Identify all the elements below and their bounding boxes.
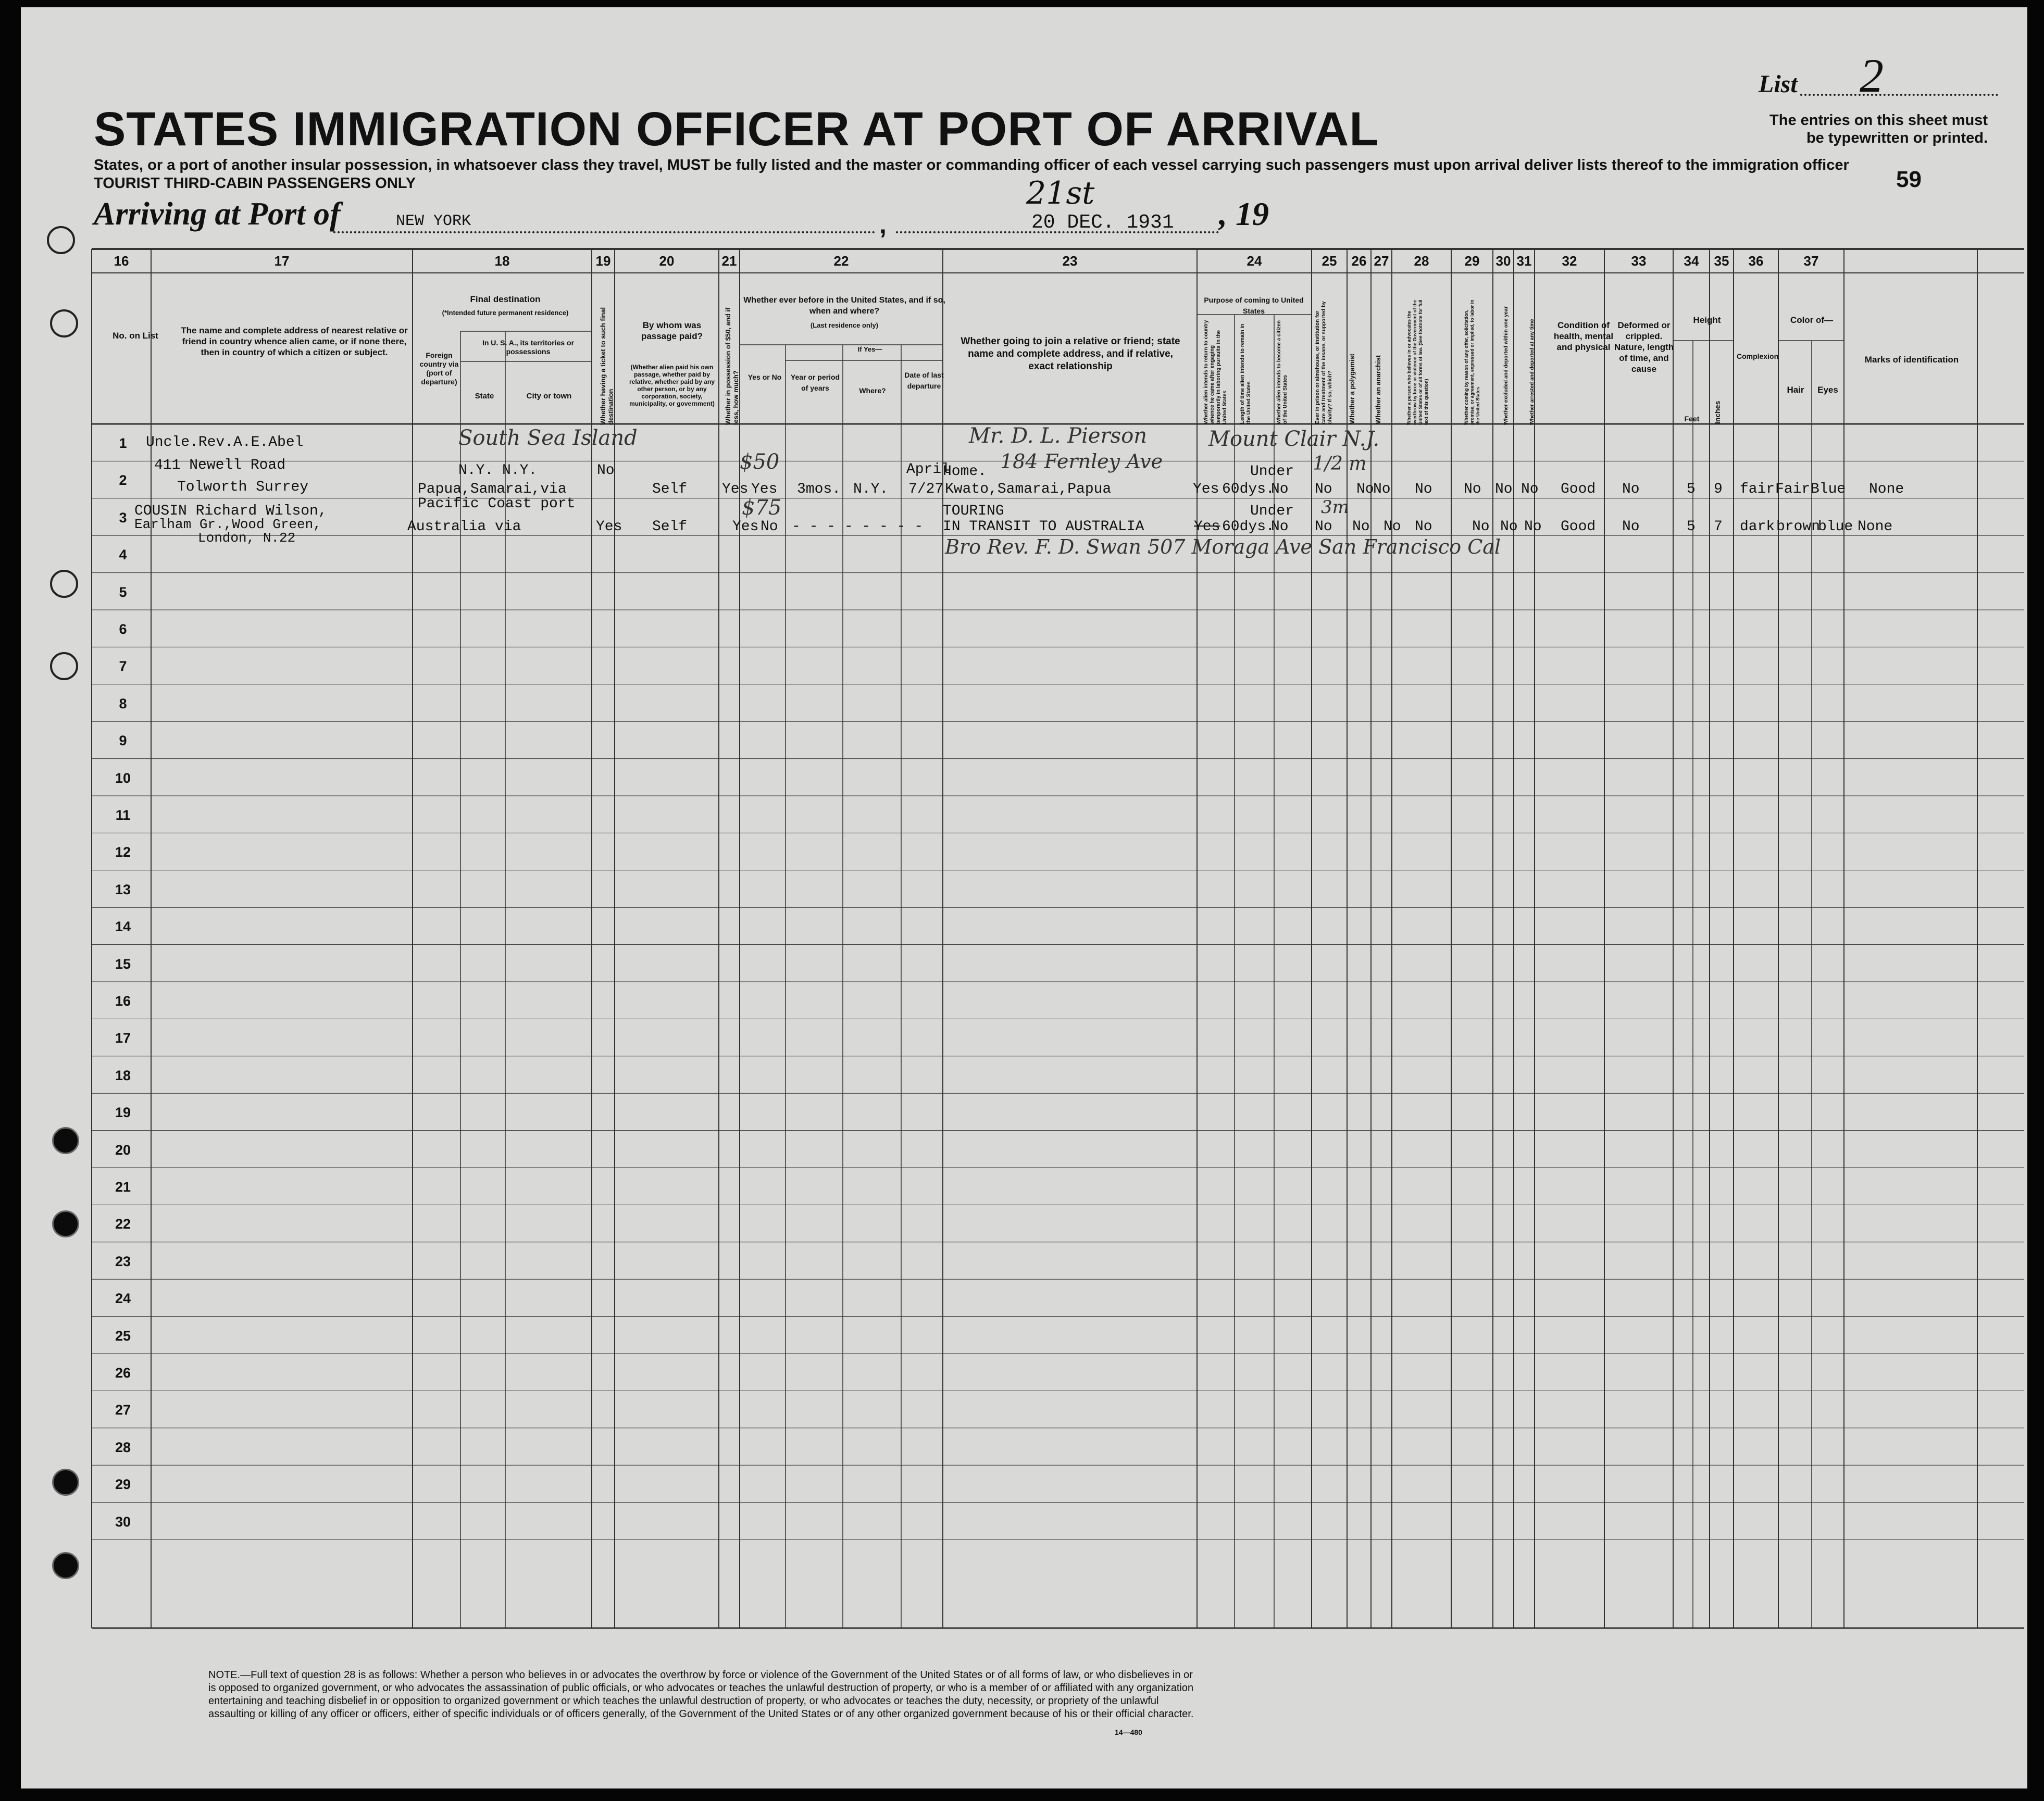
- entry1-join-home: Home.: [943, 464, 987, 480]
- header-if-yes: If Yes—: [857, 345, 882, 353]
- header-final-destination-sub: (*Intended future permanent residence): [442, 309, 569, 317]
- column-number: 17: [274, 253, 290, 269]
- binder-hole: [52, 1469, 79, 1496]
- column-number: 36: [1748, 253, 1764, 269]
- entry2-money: Yes: [732, 519, 759, 535]
- entry1-before: Yes: [751, 481, 778, 497]
- column-number: 22: [833, 253, 849, 269]
- entry1-purpose-handwritten: Mount Clair N.J.: [1208, 427, 1380, 451]
- entry1-state-city: N.Y. N.Y.: [458, 462, 538, 479]
- entry2-complexion: dark: [1740, 519, 1775, 535]
- header-inches: Inches: [1713, 401, 1722, 424]
- row-number: 1: [119, 435, 127, 451]
- subtitle-line-1: States, or a port of another insular possession, in whatsoever class they travel, MUST be fully listed and the master or commanding officer of each vessel carrying such passengers must upon arrival deliver lists thereof to the immigration officer: [94, 157, 1849, 173]
- column-number: 37: [1803, 253, 1819, 269]
- row-number: 13: [115, 881, 131, 897]
- header-fifty-dollars: Whether in possession of $50, and if less, how much?: [724, 307, 740, 425]
- row-number: 23: [115, 1253, 131, 1269]
- entry1-health: Good: [1561, 481, 1596, 497]
- entry1-under-handwritten: 1/2 m: [1313, 453, 1367, 474]
- entry2-foreign-via: Australia via: [407, 519, 521, 535]
- entry1-departure-month: April: [906, 461, 951, 478]
- header-intends-citizen: Whether alien intends to become a citizen of the United States: [1276, 320, 1288, 424]
- header-q28: Whether a person who believes in or advocates the overthrow by force or violence of the Government of the United States or of all forms of law. (See footnote for full text of this question): [1406, 299, 1429, 425]
- entry1-passage: Self: [652, 481, 688, 497]
- header-q30: Whether excluded and deported within one year: [1503, 306, 1509, 425]
- column-number: 34: [1684, 253, 1699, 269]
- entries-note-line-1: The entries on this sheet must: [1769, 112, 1988, 129]
- header-color-of: Color of—: [1790, 315, 1834, 325]
- binder-hole: [50, 570, 78, 598]
- entry2-inches: 7: [1714, 519, 1723, 535]
- row-number: 15: [115, 956, 131, 972]
- binder-hole: [50, 652, 78, 680]
- entry1-money: Yes: [722, 481, 749, 497]
- entry1-q31: No: [1521, 481, 1539, 497]
- header-final-destination: Final destination: [470, 294, 541, 304]
- entry2-hair: brown: [1776, 519, 1821, 535]
- entry1-ticket-top: No: [597, 462, 615, 479]
- header-eyes: Eyes: [1817, 385, 1838, 395]
- entry2-q30: No: [1500, 519, 1518, 535]
- header-relative-address: The name and complete address of nearest relative or friend in country whence alien came, or if none there, then in country of which a citizen or subject.: [181, 326, 408, 357]
- column-number: 19: [595, 253, 611, 269]
- entry1-relative-line3: Tolworth Surrey: [177, 479, 309, 495]
- binder-hole: [47, 226, 75, 254]
- entry1-relative-line1: Uncle.Rev.A.E.Abel: [146, 434, 304, 451]
- header-join-relative: Whether going to join a relative or friend; state name and complete address, and if relative, exact relationship: [961, 336, 1180, 372]
- header-city: City or town: [526, 392, 572, 401]
- row-number: 22: [115, 1216, 131, 1232]
- port-value: NEW YORK: [396, 212, 471, 230]
- row-number: 10: [115, 770, 131, 786]
- entry1-deformed: No: [1622, 481, 1640, 497]
- entry2-citizen: No: [1271, 519, 1289, 535]
- entry1-marks: None: [1869, 481, 1904, 497]
- entry1-eyes: Blue: [1811, 481, 1846, 497]
- row-number: 18: [115, 1067, 131, 1083]
- row-number: 19: [115, 1105, 131, 1121]
- row-number: 30: [115, 1514, 131, 1530]
- entry2-eyes: blue: [1818, 519, 1853, 535]
- row-number: 7: [119, 658, 127, 674]
- entry1-return: Yes: [1193, 481, 1219, 497]
- port-comma: ,: [879, 210, 887, 239]
- row-number: 28: [115, 1439, 131, 1455]
- column-number: 16: [114, 253, 129, 269]
- year-label: , 19: [1219, 195, 1269, 232]
- list-label: List: [1759, 70, 1798, 98]
- entry1-destination-handwritten: South Sea Island: [458, 426, 638, 450]
- column-number: 23: [1062, 253, 1078, 269]
- entry2-polygamist: No: [1352, 519, 1370, 535]
- entry2-q29: No: [1472, 519, 1490, 535]
- entry2-length: 60dys.: [1222, 519, 1275, 535]
- column-number: 27: [1374, 253, 1389, 269]
- table-grid: [21, 7, 2027, 1789]
- entry1-citizen: No: [1271, 481, 1289, 497]
- row-number: 4: [119, 547, 127, 563]
- header-ticket: Whether having a ticket to such final destination: [599, 307, 615, 425]
- column-number: 26: [1351, 253, 1367, 269]
- row-number: 20: [115, 1142, 131, 1158]
- column-number: 32: [1562, 253, 1577, 269]
- entry2-return: Yes: [1194, 519, 1220, 535]
- entry2-relative-line2: Earlham Gr.,Wood Green,: [134, 517, 321, 532]
- column-number: 29: [1464, 253, 1480, 269]
- row-number: 17: [115, 1030, 131, 1046]
- entry1-foreign-via-2: Pacific Coast port: [418, 496, 576, 512]
- header-years: Year or period of years: [790, 373, 840, 392]
- row-number: 5: [119, 584, 127, 600]
- column-number: 25: [1322, 253, 1337, 269]
- entry1-money-handwritten: $50: [740, 450, 780, 474]
- row-number: 11: [115, 807, 131, 823]
- entry2-ticket: Yes: [596, 519, 622, 535]
- header-where: Where?: [859, 386, 886, 395]
- date-value: 20 DEC. 1931: [1031, 211, 1174, 234]
- row-number: 6: [119, 621, 127, 637]
- header-q31: Whether arrested and deported at any time: [1529, 319, 1535, 425]
- header-anarchist: Whether an anarchist: [1374, 355, 1382, 424]
- row-number: 26: [115, 1365, 131, 1381]
- header-purpose: Purpose of coming to United States: [1204, 296, 1304, 315]
- entry1-where: N.Y.: [853, 481, 889, 497]
- header-no-on-list: No. on List: [113, 331, 158, 341]
- row-number: 8: [119, 695, 127, 711]
- entry1-length: 60dys.: [1222, 481, 1275, 497]
- entry1-join-handwritten-2: 184 Fernley Ave: [1000, 450, 1163, 473]
- binder-hole: [52, 1552, 79, 1579]
- entry2-relative-line1: COUSIN Richard Wilson,: [134, 503, 327, 519]
- row-number: 27: [115, 1402, 131, 1418]
- subtitle-line-2: TOURIST THIRD-CABIN PASSENGERS ONLY: [94, 175, 416, 192]
- row-number: 21: [115, 1179, 131, 1195]
- header-polygamist: Whether a polygamist: [1348, 353, 1356, 424]
- column-number: 35: [1714, 253, 1729, 269]
- entry2-under: Under: [1250, 503, 1294, 519]
- entry2-q31: No: [1524, 519, 1542, 535]
- row-number: 16: [115, 993, 131, 1009]
- binder-hole: [50, 309, 78, 337]
- entry1-q28: No: [1415, 481, 1432, 497]
- binder-hole: [52, 1127, 79, 1154]
- entry1-q30: No: [1495, 481, 1513, 497]
- header-prison: Ever in prison or almshouse, or institution for care and treatment of the insane, or supported by charity? If so, which?: [1315, 301, 1333, 424]
- entry2-health: Good: [1561, 519, 1596, 535]
- header-deformed: Deformed or crippled. Nature, length of time, and cause: [1614, 320, 1674, 374]
- entry1-relative-line2: 411 Newell Road: [154, 457, 286, 473]
- column-number: 21: [721, 253, 737, 269]
- entry1-join-line: Kwato,Samarai,Papua: [945, 481, 1112, 497]
- header-state: State: [475, 392, 494, 401]
- row-number: 24: [115, 1291, 131, 1307]
- header-intends-return: Whether alien intends to return to country whence he came after engaging temporarily in laboring pursuits in the United States: [1203, 320, 1228, 424]
- entry2-join-line1: TOURING: [943, 503, 1004, 519]
- header-health: Condition of health, mental and physical: [1553, 320, 1614, 352]
- row-number: 14: [115, 919, 131, 935]
- column-number: 31: [1516, 253, 1532, 269]
- entry2-dashes: - - - - - - - -: [792, 519, 924, 535]
- entry2-join-line2: IN TRANSIT TO AUSTRALIA: [943, 519, 1144, 535]
- entry2-before: No: [761, 519, 778, 535]
- entry2-money-handwritten: $75: [742, 496, 782, 520]
- entry2-anarchist: No: [1384, 519, 1401, 535]
- entry1-foreign-via: Papua,Samarai,via: [418, 481, 567, 497]
- column-number: 28: [1414, 253, 1429, 269]
- date-handwritten: 21st: [1026, 175, 1095, 211]
- entry2-under-handwritten: 3m: [1321, 497, 1349, 518]
- page-title: STATES IMMIGRATION OFFICER AT PORT OF ARRIVAL: [94, 103, 1379, 156]
- row-number: 12: [115, 844, 131, 860]
- header-foreign-country: Foreign country via (port of departure): [419, 351, 459, 386]
- manifest-sheet: [21, 7, 2027, 1789]
- entry1-polygamist: No: [1356, 481, 1374, 497]
- column-number: 30: [1495, 253, 1511, 269]
- row-number: 3: [119, 509, 127, 526]
- row-number: 25: [115, 1328, 131, 1344]
- binder-hole: [52, 1210, 79, 1237]
- header-marks: Marks of identification: [1864, 355, 1959, 365]
- entry1-hair: Fair: [1775, 481, 1811, 497]
- header-passage-paid-sub: (Whether alien paid his own passage, whether paid by relative, whether paid by any other person, or by any corporation, society, municipality, or government): [629, 364, 715, 407]
- header-height: Height: [1693, 315, 1721, 325]
- column-number: 20: [659, 253, 675, 269]
- entry1-complexion: fair: [1740, 481, 1775, 497]
- entry2-q28: No: [1415, 519, 1432, 535]
- entry1-under: Under: [1250, 464, 1294, 480]
- entry2-feet: 5: [1687, 519, 1696, 535]
- header-in-usa: In U. S. A., its territories or possessions: [482, 339, 575, 356]
- column-number: 24: [1247, 253, 1262, 269]
- header-length-stay: Length of time alien intends to remain in the United States: [1240, 323, 1252, 424]
- list-number: 2: [1860, 49, 1884, 102]
- row-number: 9: [119, 733, 127, 749]
- entry2-join-handwritten: Bro Rev. F. D. Swan 507 Moraga Ave San Francisco Cal: [945, 535, 1501, 558]
- header-q29: Whether coming by reason of any offer, solicitation, promise, or agreement, expressed or implied, to labor in the United States: [1464, 299, 1480, 425]
- header-ever-before-sub: (Last residence only): [810, 321, 879, 329]
- port-label: Arriving at Port of: [94, 196, 341, 232]
- header-passage-paid: By whom was passage paid?: [641, 320, 703, 341]
- row-number: 2: [119, 472, 127, 489]
- header-yes-no: Yes or No: [747, 373, 782, 381]
- form-code: 14—480: [1115, 1728, 1142, 1736]
- header-ever-before: Whether ever before in the United States, and if so, when and where?: [743, 296, 945, 316]
- header-hair: Hair: [1787, 385, 1804, 395]
- entry2-passage: Self: [652, 519, 688, 535]
- header-last-departure: Date of last departure: [904, 371, 944, 390]
- entry2-relative-line3: London, N.22: [198, 530, 296, 546]
- entry2-deformed: No: [1622, 519, 1640, 535]
- entry1-feet: 5: [1687, 481, 1696, 497]
- entry1-anarchist: No: [1373, 481, 1391, 497]
- entry1-q29: No: [1464, 481, 1481, 497]
- page-number: 59: [1896, 167, 1922, 192]
- header-feet: Feet: [1684, 415, 1700, 423]
- entry1-prison: No: [1315, 481, 1332, 497]
- entry1-inches: 9: [1714, 481, 1723, 497]
- column-number: 18: [494, 253, 510, 269]
- entry1-departure-date: 7/27: [908, 481, 944, 497]
- footnote-question-28: NOTE.—Full text of question 28 is as follows: Whether a person who believes in or advocates the overthrow by force or violence of the Government of the United States or of all forms of law, or who disbelieves in or is opposed to organized government, or who advocates the assassination of public officials, or who advocates or teaches the unlawful destruction of property, or who is a member of or affiliated with any organization entertaining and teaching disbelief in or opposition to organized government or which teaches the unlawful destruction of property, or who advocates or teaches the duty, necessity, or propriety of the unlawful assaulting or killing of any officer or officers, either of specific individuals or of officers generally, of the Government of the United States or of any other organized government because of his or their official character.: [208, 1669, 1194, 1720]
- entry1-join-handwritten: Mr. D. L. Pierson: [969, 424, 1148, 448]
- entry2-prison: No: [1315, 519, 1332, 535]
- entry1-years: 3mos.: [797, 481, 841, 497]
- entries-note-line-2: be typewritten or printed.: [1806, 130, 1988, 146]
- entry2-marks: None: [1858, 519, 1893, 535]
- column-number: 33: [1631, 253, 1647, 269]
- header-complexion: Complexion: [1737, 352, 1779, 360]
- row-number: 29: [115, 1477, 131, 1493]
